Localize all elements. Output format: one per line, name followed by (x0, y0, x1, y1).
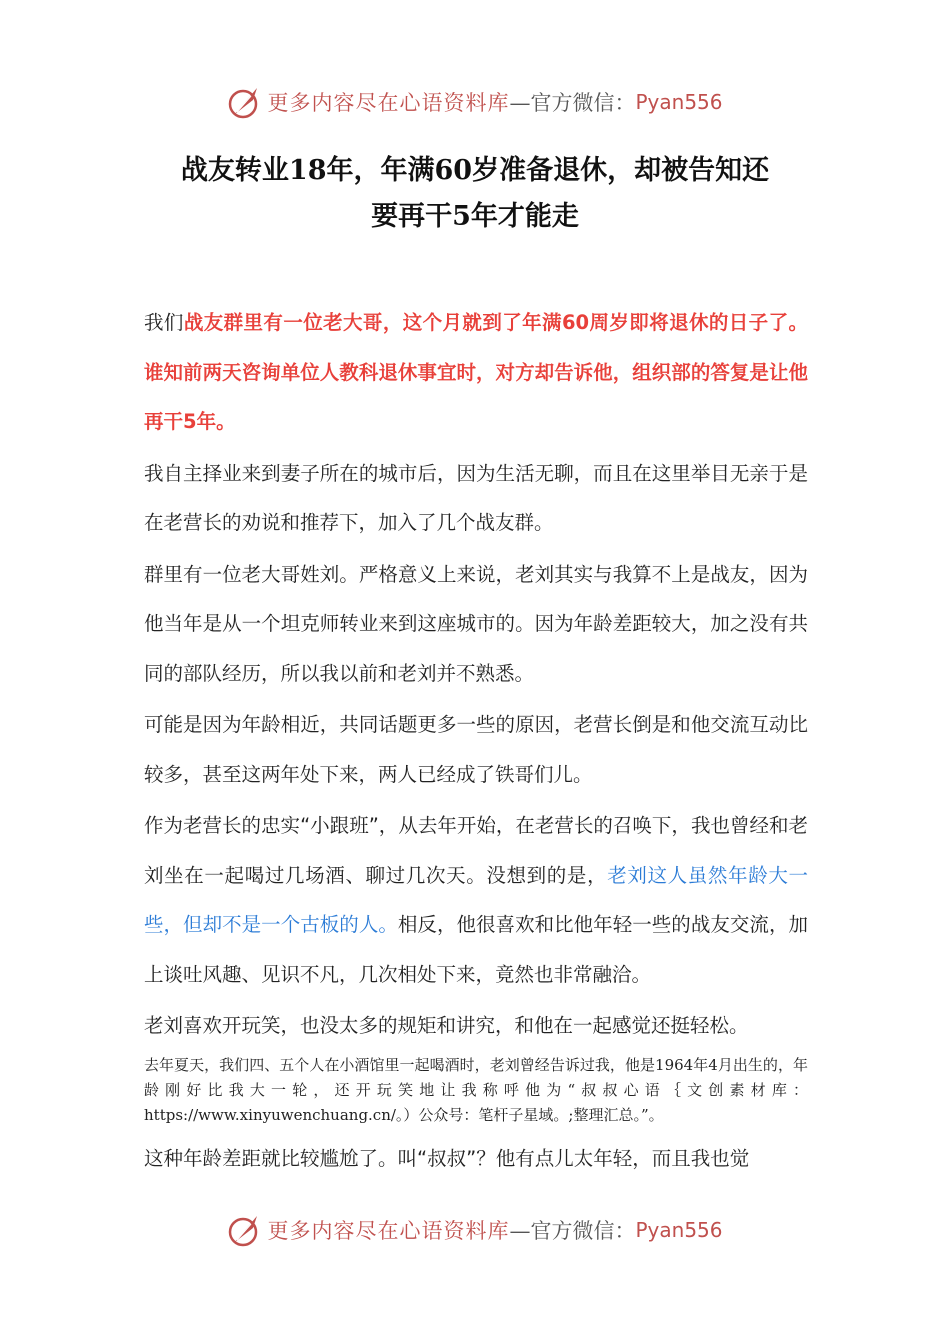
banner-wechat-id: Pyan556 (635, 90, 723, 114)
paragraph-3: 群里有一位老大哥姓刘。严格意义上来说，老刘其实与我算不上是战友，因为他当年是从一个坦克师转业来到这座城市的。因为年龄差距较大，加之没有共同的部队经历，所以我以前和老刘并不熟悉。 (144, 562, 808, 685)
quill-logo-icon (227, 84, 263, 120)
article-title-line2: 要再干5年才能走 (371, 201, 579, 232)
header-watermark-banner (0, 80, 950, 124)
article-title (130, 148, 820, 240)
paragraph-5 (144, 801, 808, 999)
banner-separator: —官方微信： (509, 1219, 636, 1243)
footer-watermark-banner (0, 1208, 950, 1252)
banner-text: 更多内容尽在心语资料库 (267, 91, 510, 115)
paragraph-6: 老刘喜欢开玩笑，也没太多的规矩和讲究，和他在一起感觉还挺轻松。 (144, 1014, 749, 1037)
paragraph-5-highlight: 老刘这人虽然年龄大一些，但却不是一个古板的人。 (144, 863, 808, 936)
article-title-line1: 战友转业18年，年满60岁准备退休，却被告知还 (180, 155, 770, 186)
paragraph-1-highlight: 战友群里有一位老大哥，这个月就到了年满60周岁即将退休的日子了。谁知前两天咨询单位人教科退休事宜时，对方却告诉他，组织部的答复是让他再干5年。 (144, 311, 808, 433)
article-body (144, 298, 808, 1185)
paragraph-1 (144, 298, 808, 447)
paragraph-8: 这种年龄差距就比较尴尬了。叫“叔叔”？他有点儿太年轻，而且我也觉 (144, 1146, 750, 1170)
paragraph-7-small: 去年夏天，我们四、五个人在小酒馆里一起喝酒时，老刘曾经告诉过我，他是1964年4月出生的，年龄刚好比我大一轮，还开玩笑地让我称呼他为“叔叔心语｛文创素材库：https://www.xinyuwenchuang.cn/。）公众号：笔杆子星域。;整理汇总。”。 (144, 1055, 808, 1124)
paragraph-1-prefix: 我们 (144, 311, 184, 334)
paragraph-5-end: 相反，他很喜欢和比他年轻一些的战友交流，加上谈吐风趣、见识不凡，几次相处下来，竟然也非常融洽。 (144, 913, 808, 986)
banner-wechat-id: Pyan556 (635, 1218, 723, 1242)
paragraph-5-start: 作为老营长的忠实“小跟班”，从去年开始，在老营长的召唤下，我也曾经和老刘坐在一起喝过几场酒、聊过几次天。没想到的是， (144, 814, 808, 887)
banner-separator: —官方微信： (509, 91, 636, 115)
banner-text: 更多内容尽在心语资料库 (267, 1219, 510, 1243)
paragraph-4: 可能是因为年龄相近，共同话题更多一些的原因，老营长倒是和他交流互动比较多，甚至这两年处下来，两人已经成了铁哥们儿。 (144, 713, 808, 786)
quill-logo-icon (227, 1212, 263, 1248)
paragraph-2: 我自主择业来到妻子所在的城市后，因为生活无聊，而且在这里举目无亲于是在老营长的劝说和推荐下，加入了几个战友群。 (144, 461, 808, 534)
